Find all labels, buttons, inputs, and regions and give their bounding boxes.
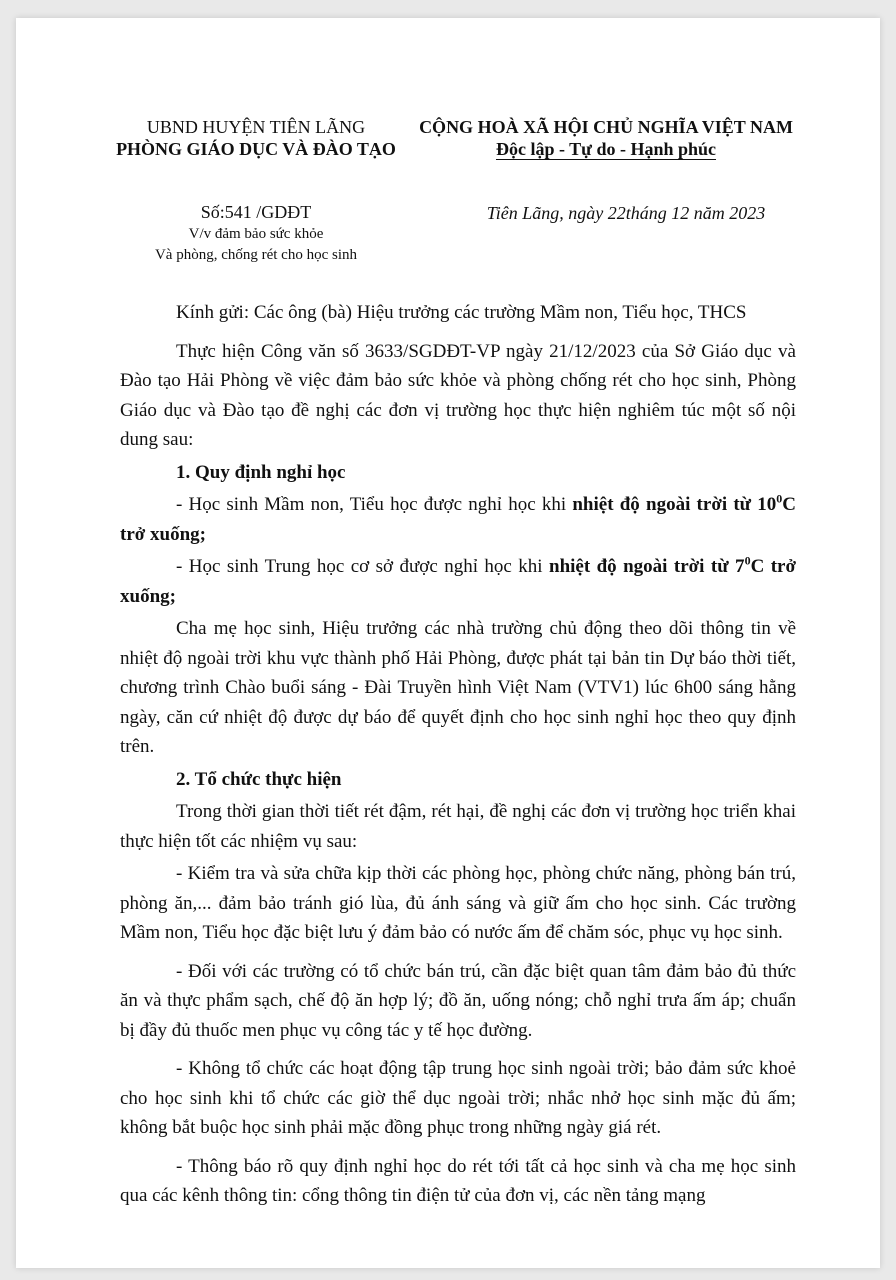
subject-line1: V/v đảm bảo sức khỏe [188, 226, 324, 242]
section1-item1 [120, 490, 796, 549]
item1-bold2: C trở xuống; [120, 494, 797, 545]
issuer-line2: PHÒNG GIÁO DỤC VÀ ĐÀO TẠO [116, 139, 396, 159]
item2-bold: nhiệt độ ngoài trời từ 7 [549, 556, 745, 577]
place-date: Tiên Lãng, ngày 22tháng 12 năm 2023 [486, 203, 766, 223]
section2-item: - Thông báo rõ quy định nghỉ học do rét tới tất cả học sinh và cha mẹ học sinh qua các kênh thông tin: cổng thông tin điện tử của đơn vị, các nền tảng mạng [120, 1155, 796, 1206]
document-body [120, 298, 796, 1214]
section1-paragraph: Cha mẹ học sinh, Hiệu trưởng các nhà trường chủ động theo dõi thông tin về nhiệt độ ngoài trời khu vực thành phố Hải Phòng, được phát tại bản tin Dự báo thời tiết, chương trình Chào buổi sáng - Đài Truyền hình Việt Nam (VTV1) lúc 6h00 sáng hằng ngày, căn cứ nhiệt độ được dự báo để quyết định cho học sinh nghỉ học theo quy định trên. [120, 618, 796, 757]
recipient: Kính gửi: Các ông (bà) Hiệu trưởng các trường Mầm non, Tiểu học, THCS [176, 302, 747, 323]
issuer-line1: UBND HUYỆN TIÊN LÃNG [146, 117, 366, 137]
national-motto: Độc lập - Tự do - Hạnh phúc [495, 139, 717, 159]
national-header [416, 116, 796, 160]
section2-item: - Kiểm tra và sửa chữa kịp thời các phòng học, phòng chức năng, phòng bán trú, phòng ăn,... đảm bảo tránh gió lùa, đủ ánh sáng và giữ ấm cho học sinh. Các trường Mầm non, Tiểu học đặc biệt lưu ý đảm bảo có nước ấm để chăm sóc, phục vụ học sinh. [120, 863, 796, 943]
section2-item: - Không tổ chức các hoạt động tập trung học sinh ngoài trời; bảo đảm sức khoẻ cho học sinh khi tổ chức các giờ thể dục ngoài trời; nhắc nhở học sinh mặc đủ ấm; không bắt buộc học sinh phải mặc đồng phục trong những ngày giá rét. [120, 1058, 796, 1138]
national-title: CỘNG HOÀ XÃ HỘI CHỦ NGHĨA VIỆT NAM [419, 117, 793, 137]
section2-item: - Đối với các trường có tổ chức bán trú, cần đặc biệt quan tâm đảm bảo đủ thức ăn và thực phẩm sạch, chế độ ăn hợp lý; đồ ăn, uống nóng; chỗ nghỉ trưa ấm áp; chuẩn bị đầy đủ thuốc men phục vụ công tác y tế học đường. [120, 960, 796, 1041]
document-page [16, 18, 880, 1268]
item2-text: - Học sinh Trung học cơ sở được nghỉ học khi [176, 556, 549, 577]
item1-text: - Học sinh Mầm non, Tiểu học được nghỉ học khi [176, 494, 573, 515]
item1-bold: nhiệt độ ngoài trời từ 10 [572, 494, 777, 515]
section2-title: 2. Tổ chức thực hiện [176, 768, 342, 790]
item1-sup: 0 [776, 491, 783, 506]
subject-line2: Và phòng, chống rét cho học sinh [154, 247, 358, 263]
section1-title: 1. Quy định nghỉ học [176, 461, 346, 483]
item2-bold2: C trở xuống; [120, 556, 797, 607]
issuer-header [116, 116, 396, 160]
section2-intro: Trong thời gian thời tiết rét đậm, rét hại, đề nghị các đơn vị trường học triển khai thực hiện tốt các nhiệm vụ sau: [120, 801, 796, 852]
section1-item2 [120, 552, 796, 611]
doc-number: Số:541 /GDĐT [200, 202, 312, 222]
doc-ref [116, 200, 396, 266]
intro-paragraph: Thực hiện Công văn số 3633/SGDĐT-VP ngày 21/12/2023 của Sở Giáo dục và Đào tạo Hải Phòng về việc đảm bảo sức khỏe và phòng chống rét cho học sinh, Phòng Giáo dục và Đào tạo đề nghị các đơn vị trường học thực hiện nghiêm túc một số nội dung sau: [120, 340, 796, 450]
item2-sup: 0 [744, 553, 751, 568]
